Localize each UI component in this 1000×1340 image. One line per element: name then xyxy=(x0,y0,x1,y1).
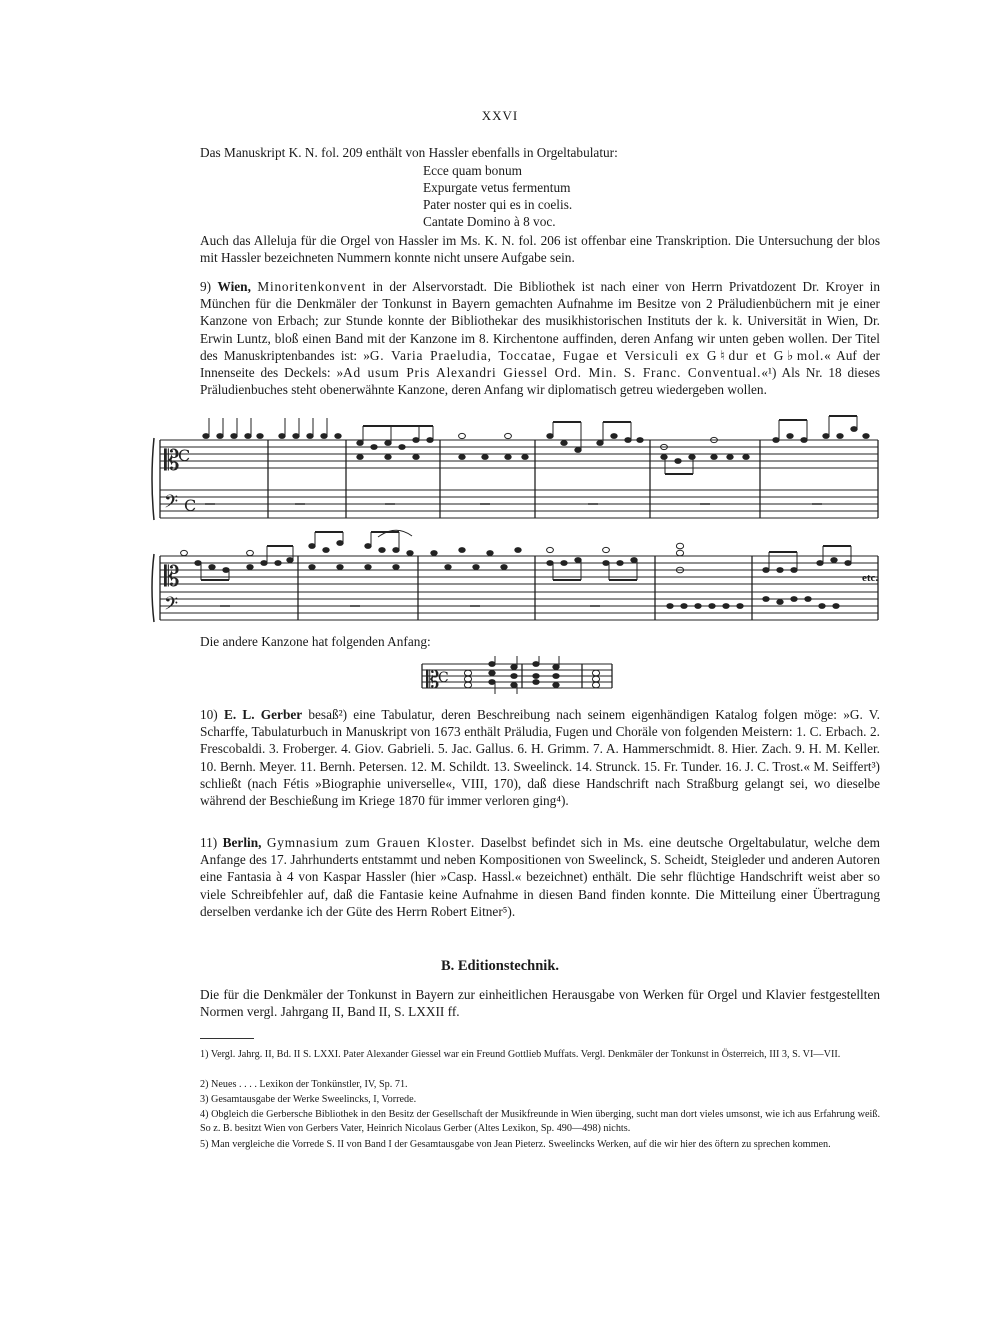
composition-title: Cantate Domino à 8 voc. xyxy=(423,214,556,229)
section-11-paragraph xyxy=(200,834,880,920)
bass-staff xyxy=(160,592,878,620)
section-text: « Auf der Innenseite des Deckels: » xyxy=(200,347,880,381)
section-text: besaß²) eine Tabulatur, deren Beschreibung nach seinem eigenhändigen Katalog folgen möge: »G. V. Scharffe, Tabulaturbuch in Manuskript von 1673 enthält Präludia, Fugen und Choräle von folgenden Meistern: 1. C. Erbach. 2. Frescobaldi. 3. Froberger. 4. Giov. Gabrieli. 5. Jac. Gallus. 6. H. Grimm. 7. A. Hammerschmidt. 8. Hier. Zach. 9. H. M. Keller. 10. Bernh. Meyer. 11. Bernh. Petersen. 12. M. Schildt. 13. Sweelinck. 14. Strunck. 15. Fr. Tunder. 16. J. C. Trost.« M. Seiffert³) schließt (nach Fétis »Biographie universelle«, VIII, 170), daß diese Handschrift nach Straßburg gelangt sei, wo dieselbe während der Beschießung im Kriege 1870 für immer verloren ging⁴). xyxy=(200,707,880,809)
svg-text:𝄡: 𝄡 xyxy=(164,560,180,593)
svg-text:C: C xyxy=(184,496,197,515)
institution-name: Minoritenkonvent xyxy=(257,279,367,294)
place-name: Wien, xyxy=(217,279,251,294)
person-name: E. L. Gerber xyxy=(223,707,303,722)
intro-line: Das Manuskript K. N. fol. 209 enthält von Hassler ebenfalls in Orgeltabulatur: xyxy=(200,145,618,160)
place-name: Berlin, xyxy=(222,835,262,850)
composition-title: Pater noster qui es in coelis. xyxy=(423,197,573,212)
composition-list xyxy=(423,162,572,230)
section-text: «¹) Als Nr. 18 dieses Präludienbuches steht obenerwähnte Kanzone, deren Anfang wir diplomatisch getreu wiedergeben wollen. xyxy=(200,365,880,398)
alleluja-paragraph: Auch das Alleluja für die Orgel von Hassler im Ms. K. N. fol. 206 ist offenbar eine Transkription. Die Untersuchung der blos mit Hassler bezeichneten Nummern konnte nicht unsere Aufgabe sein. xyxy=(200,233,880,266)
etc-mark: etc. xyxy=(862,572,879,584)
footnote-divider xyxy=(200,1038,254,1039)
svg-text:𝄢: 𝄢 xyxy=(164,594,179,619)
composition-title: Expurgate vetus fermentum xyxy=(423,180,571,195)
footnote: 1) Vergl. Jahrg. II, Bd. II S. LXXI. Pater Alexander Giessel war ein Freund Gottlieb Muffats. Vergl. Denkmäler der Tonkunst in Österreich, III 3, S. VI—VII. xyxy=(200,1049,841,1060)
manuscript-title: G. Varia Praeludia, Toccatae, Fugae et Versiculi ex G♮dur et G♭mol. xyxy=(369,347,825,363)
section-heading: B. Editionstechnik. xyxy=(440,958,560,974)
treble-staff xyxy=(160,556,878,584)
svg-text:𝄢: 𝄢 xyxy=(164,492,179,517)
footnote: 5) Man vergleiche die Vorrede S. II von Band I der Gesamtausgabe von Jean Pieterz. Sweelincks Werken, auf die wir hier des öftern zu sprechen kommen. xyxy=(200,1139,831,1150)
other-canzone-line: Die andere Kanzone hat folgenden Anfang: xyxy=(200,634,431,649)
section-number: 11) xyxy=(200,835,218,850)
footnote: 4) Obgleich die Gerbersche Bibliothek in den Besitz der Gesellschaft der Musikfreunde in Wien überging, sucht man dort vieles umsonst, wie ich aus Erfahrung weiß. So z. B. besitzt Wien von Gerbers Vater, Heinrich Nicolaus Gerber (Altes Lexikon, Sp. 490—498) nichts. xyxy=(200,1109,880,1135)
svg-text:C: C xyxy=(178,446,191,465)
section-9-paragraph xyxy=(200,278,880,398)
footnote: 3) Gesamtausgabe der Werke Sweelincks, I, Vorrede. xyxy=(200,1094,417,1105)
section-10-paragraph xyxy=(200,706,880,809)
svg-text:𝄡: 𝄡 xyxy=(426,666,440,694)
institution-name: Gymnasium zum Grauen Kloster. xyxy=(266,835,476,850)
music-example-second-canzone xyxy=(418,654,614,696)
section-text: Daselbst befindet sich in Ms. eine deutsche Orgeltabulatur, welche dem Anfange des 17. Jahrhunderts entstammt und neben Kompositionen von Sweelinck, S. Scheidt, Steigleder und anderen Autoren eine Fantasia à 4 von Kaspar Hassler (hier »Casp. Hassl.« bezeichnet) enthält. Die sehr flüchtige Handschrift weist aber so viele Schreibfehler auf, daß die Fantasie keine Aufnahme in diesen Band finden konnte. Die Mitteilung einer Übertragung derselben verdanke ich der Güte des Herrn Robert Eitner⁵). xyxy=(200,835,880,919)
section-number: 9) xyxy=(200,279,212,294)
section-number: 10) xyxy=(200,707,218,722)
composition-title: Ecce quam bonum xyxy=(423,163,522,178)
footnote: 2) Neues . . . . Lexikon der Tonkünstler, IV, Sp. 71. xyxy=(200,1079,408,1090)
music-example-canzone xyxy=(150,412,880,640)
svg-text:C: C xyxy=(438,670,449,686)
page-number: XXVI xyxy=(481,108,519,123)
editions-paragraph: Die für die Denkmäler der Tonkunst in Bayern zur einheitlichen Herausgabe von Werken für Orgel und Klavier festgestellten Normen vergl. Jahrgang II, Band II, S. LXXII ff. xyxy=(200,987,880,1020)
svg-text:𝄡: 𝄡 xyxy=(164,444,180,477)
cover-inscription: Ad usum Pris Alexandri Giessel Ord. Min. S. Franc. Conventual. xyxy=(343,365,762,381)
section-text: in der Alservorstadt. Die Bibliothek ist nach einer von Herrn Privatdozent Dr. Kroyer in München für die Denkmäler der Tonkunst in Bayern gemachten Aufnahme im Besitze von 2 Präludienbüchern mit je einer Kanzone von Erbach; zur Stunde konnte der Bibliothekar des musikhistorischen Instituts der k. k. Universität in Wien, Dr. Erwin Luntz, bloß einen Band mit der Kanzone im 8. Kirchentone auffinden, deren Anfang wir unten geben wollen. Der Titel des Manuskriptenbandes ist: » xyxy=(200,279,881,363)
